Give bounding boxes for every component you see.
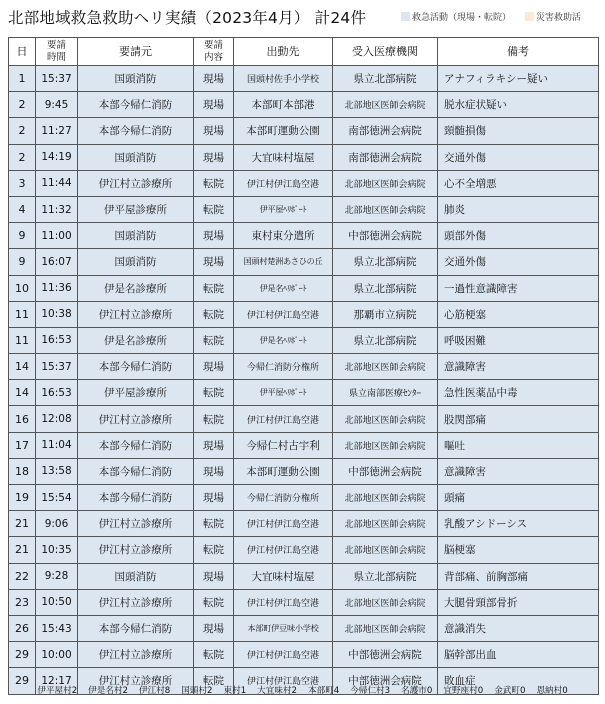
cell-day: 1	[9, 66, 36, 92]
header-hospital: 受入医療機関	[333, 38, 438, 66]
cell-hospital: 中部徳洲会病院	[333, 668, 438, 694]
cell-destination: 今帰仁村古宇利	[234, 432, 333, 458]
table-row	[9, 301, 599, 327]
cell-requester: 国頭消防	[78, 223, 194, 249]
cell-requester: 伊江村立診療所	[78, 406, 194, 432]
table-row	[9, 327, 599, 353]
header-destination: 出動先	[234, 38, 333, 66]
cell-notes: 急性医薬品中毒	[438, 380, 599, 406]
cell-day: 10	[9, 275, 36, 301]
cell-requester: 本部今帰仁消防	[78, 118, 194, 144]
cell-day: 4	[9, 196, 36, 222]
table-row	[9, 563, 599, 589]
cell-hospital: 北部地区医師会病院	[333, 170, 438, 196]
cell-requester: 本部今帰仁消防	[78, 458, 194, 484]
cell-content: 転院	[194, 406, 234, 432]
cell-day: 19	[9, 485, 36, 511]
cell-destination: 東村東分遣所	[234, 223, 333, 249]
table-row	[9, 223, 599, 249]
municipality-count: 名護市0	[401, 686, 433, 696]
cell-notes: 一過性意識障害	[438, 275, 599, 301]
cell-destination: 今帰仁消防分権所	[234, 485, 333, 511]
cell-notes: 嘔吐	[438, 432, 599, 458]
cell-notes: 背部痛、前胸部痛	[438, 563, 599, 589]
cell-day: 3	[9, 170, 36, 196]
cell-destination: 今帰仁消防分権所	[234, 354, 333, 380]
cell-day: 11	[9, 301, 36, 327]
cell-content: 転院	[194, 537, 234, 563]
header-requester: 要請元	[78, 38, 194, 66]
table-row	[9, 275, 599, 301]
cell-requester: 国頭消防	[78, 249, 194, 275]
cell-day: 9	[9, 223, 36, 249]
cell-notes: 股関部痛	[438, 406, 599, 432]
cell-requester: 伊是名診療所	[78, 327, 194, 353]
cell-notes: 意識消失	[438, 615, 599, 641]
cell-requester: 伊江村立診療所	[78, 642, 194, 668]
cell-notes: 交通外傷	[438, 249, 599, 275]
cell-destination: 大宜味村塩屋	[234, 144, 333, 170]
cell-destination: 国頭村佐手小学校	[234, 66, 333, 92]
cell-requester: 伊江村立診療所	[78, 668, 194, 694]
cell-content: 現場	[194, 66, 234, 92]
cell-notes: 乳酸アシドーシス	[438, 511, 599, 537]
header-notes: 備考	[438, 38, 599, 66]
cell-destination: 伊江村伊江島空港	[234, 511, 333, 537]
cell-destination: 本部町伊豆味小学校	[234, 615, 333, 641]
header-content	[194, 38, 234, 66]
cell-hospital: 那覇市立病院	[333, 301, 438, 327]
cell-destination: 伊是名ﾍﾘﾎﾟｰﾄ	[234, 275, 333, 301]
header-day: 日	[9, 38, 36, 66]
table-row	[9, 354, 599, 380]
cell-requester: 本部今帰仁消防	[78, 615, 194, 641]
cell-hospital: 北部地区医師会病院	[333, 537, 438, 563]
cell-day: 11	[9, 327, 36, 353]
municipality-count: 恩納村0	[536, 686, 568, 696]
cell-hospital: 北部地区医師会病院	[333, 511, 438, 537]
cell-notes: 意識障害	[438, 458, 599, 484]
table-row	[9, 485, 599, 511]
cell-day: 18	[9, 458, 36, 484]
cell-time: 16:53	[36, 380, 78, 406]
cell-destination: 伊江村伊江島空港	[234, 170, 333, 196]
cell-hospital: 北部地区医師会病院	[333, 432, 438, 458]
cell-notes: 大腿骨頸部骨折	[438, 589, 599, 615]
cell-content: 転院	[194, 668, 234, 694]
cell-content: 転院	[194, 301, 234, 327]
municipality-count: 伊平屋村2	[37, 686, 78, 696]
cell-content: 現場	[194, 92, 234, 118]
table-row	[9, 511, 599, 537]
legend-swatch-blue	[401, 12, 410, 21]
cell-notes: 脳幹部出血	[438, 642, 599, 668]
cell-content: 現場	[194, 432, 234, 458]
cell-day: 16	[9, 406, 36, 432]
municipality-count: 今帰仁村3	[350, 686, 391, 696]
cell-destination: 伊江村伊江島空港	[234, 406, 333, 432]
cell-time: 10:35	[36, 537, 78, 563]
cell-requester: 本部今帰仁消防	[78, 432, 194, 458]
cell-notes: 交通外傷	[438, 144, 599, 170]
page-title: 北部地域救急救助ヘリ実績（2023年4月） 計24件	[8, 9, 367, 27]
table-row	[9, 196, 599, 222]
cell-day: 26	[9, 615, 36, 641]
cell-notes: 肺炎	[438, 196, 599, 222]
cell-hospital: 南部徳洲会病院	[333, 118, 438, 144]
municipality-counts	[0, 684, 605, 696]
cell-notes: 頭痛	[438, 485, 599, 511]
cell-destination: 伊是名ﾍﾘﾎﾟｰﾄ	[234, 327, 333, 353]
cell-time: 10:00	[36, 642, 78, 668]
cell-time: 14:19	[36, 144, 78, 170]
cell-time: 13:58	[36, 458, 78, 484]
cell-notes: 脱水症状疑い	[438, 92, 599, 118]
municipality-count: 伊是名村2	[88, 686, 128, 696]
legend-item-emergency	[401, 10, 511, 23]
cell-content: 転院	[194, 275, 234, 301]
cell-hospital: 県立北部病院	[333, 327, 438, 353]
cell-content: 現場	[194, 144, 234, 170]
table-row	[9, 144, 599, 170]
cell-notes: アナフィラキシー疑い	[438, 66, 599, 92]
cell-day: 9	[9, 249, 36, 275]
cell-content: 現場	[194, 615, 234, 641]
cell-hospital: 中部徳洲会病院	[333, 458, 438, 484]
cell-day: 14	[9, 380, 36, 406]
municipality-count: 国頭村2	[181, 686, 213, 696]
cell-notes: 心筋梗塞	[438, 301, 599, 327]
cell-content: 転院	[194, 589, 234, 615]
cell-requester: 伊江村立診療所	[78, 301, 194, 327]
cell-destination: 伊江村伊江島空港	[234, 642, 333, 668]
table-row	[9, 432, 599, 458]
cell-content: 現場	[194, 118, 234, 144]
cell-destination: 伊江村伊江島空港	[234, 589, 333, 615]
table-row	[9, 118, 599, 144]
cell-time: 15:37	[36, 354, 78, 380]
municipality-count: 伊江村8	[139, 686, 171, 696]
cell-day: 21	[9, 511, 36, 537]
cell-requester: 伊江村立診療所	[78, 589, 194, 615]
table-row	[9, 170, 599, 196]
cell-requester: 伊平屋診療所	[78, 380, 194, 406]
cell-time: 11:32	[36, 196, 78, 222]
cell-day: 2	[9, 144, 36, 170]
cell-day: 2	[9, 92, 36, 118]
cell-requester: 伊江村立診療所	[78, 170, 194, 196]
cell-content: 現場	[194, 354, 234, 380]
cell-time: 16:53	[36, 327, 78, 353]
cell-time: 11:36	[36, 275, 78, 301]
cell-hospital: 県立南部医療ｾﾝﾀｰ	[333, 380, 438, 406]
cell-hospital: 北部地区医師会病院	[333, 589, 438, 615]
legend-label: 災害救助活	[536, 13, 582, 23]
cell-content: 現場	[194, 458, 234, 484]
table-row	[9, 380, 599, 406]
cell-destination: 伊平屋ﾍﾘﾎﾟｰﾄ	[234, 196, 333, 222]
cell-day: 29	[9, 668, 36, 694]
table-row	[9, 537, 599, 563]
legend-label: 救急活動（現場・転院）	[412, 13, 512, 23]
cell-hospital: 北部地区医師会病院	[333, 615, 438, 641]
cell-requester: 伊是名診療所	[78, 275, 194, 301]
cell-time: 11:44	[36, 170, 78, 196]
cell-content: 現場	[194, 249, 234, 275]
cell-hospital: 中部徳洲会病院	[333, 223, 438, 249]
cell-requester: 国頭消防	[78, 66, 194, 92]
cell-time: 9:45	[36, 92, 78, 118]
cell-day: 29	[9, 642, 36, 668]
cell-content: 現場	[194, 223, 234, 249]
table-header-row	[9, 38, 599, 66]
cell-notes: 脳梗塞	[438, 537, 599, 563]
cell-time: 10:38	[36, 301, 78, 327]
cell-day: 23	[9, 589, 36, 615]
cell-hospital: 北部地区医師会病院	[333, 485, 438, 511]
table-row	[9, 642, 599, 668]
cell-destination: 伊江村伊江島空港	[234, 301, 333, 327]
cell-requester: 本部今帰仁消防	[78, 485, 194, 511]
cell-content: 転院	[194, 642, 234, 668]
cell-hospital: 中部徳洲会病院	[333, 642, 438, 668]
municipality-count: 東村1	[223, 686, 247, 696]
dispatch-table	[8, 37, 599, 695]
cell-time: 9:28	[36, 563, 78, 589]
cell-destination: 大宜味村塩屋	[234, 563, 333, 589]
cell-time: 12:08	[36, 406, 78, 432]
cell-hospital: 北部地区医師会病院	[333, 354, 438, 380]
cell-time: 10:50	[36, 589, 78, 615]
table-row	[9, 92, 599, 118]
cell-time: 16:07	[36, 249, 78, 275]
cell-destination: 伊平屋ﾍﾘﾎﾟｰﾄ	[234, 380, 333, 406]
table-row	[9, 249, 599, 275]
header-time-text: 要請 時間	[46, 39, 66, 63]
cell-destination: 国頭村楚洲あさひの丘	[234, 249, 333, 275]
municipality-count: 大宜味村2	[257, 686, 297, 696]
cell-hospital: 北部地区医師会病院	[333, 406, 438, 432]
cell-content: 転院	[194, 170, 234, 196]
cell-destination: 伊江村伊江島空港	[234, 537, 333, 563]
cell-destination: 本部町運動公園	[234, 118, 333, 144]
municipality-count: 宜野座村0	[443, 686, 484, 696]
cell-requester: 本部今帰仁消防	[78, 92, 194, 118]
municipality-count: 本部町4	[308, 686, 340, 696]
table-row	[9, 589, 599, 615]
header-content-text: 要請 内容	[203, 39, 223, 63]
cell-time: 11:04	[36, 432, 78, 458]
cell-requester: 国頭消防	[78, 144, 194, 170]
cell-day: 14	[9, 354, 36, 380]
table-row	[9, 66, 599, 92]
cell-notes: 意識障害	[438, 354, 599, 380]
cell-content: 現場	[194, 485, 234, 511]
cell-time: 15:43	[36, 615, 78, 641]
cell-day: 22	[9, 563, 36, 589]
cell-notes: 心不全増悪	[438, 170, 599, 196]
legend-swatch-orange	[525, 12, 534, 21]
table-row	[9, 406, 599, 432]
cell-requester: 本部今帰仁消防	[78, 354, 194, 380]
cell-time: 11:27	[36, 118, 78, 144]
cell-day: 17	[9, 432, 36, 458]
cell-hospital: 県立北部病院	[333, 249, 438, 275]
table-row	[9, 615, 599, 641]
cell-requester: 伊平屋診療所	[78, 196, 194, 222]
cell-requester: 伊江村立診療所	[78, 511, 194, 537]
cell-notes: 頭部外傷	[438, 223, 599, 249]
cell-time: 9:06	[36, 511, 78, 537]
cell-content: 転院	[194, 196, 234, 222]
cell-content: 転院	[194, 511, 234, 537]
cell-notes: 呼吸困難	[438, 327, 599, 353]
municipality-count: 金武町0	[494, 686, 526, 696]
cell-hospital: 北部地区医師会病院	[333, 92, 438, 118]
cell-time: 12:17	[36, 668, 78, 694]
cell-hospital: 北部地区医師会病院	[333, 196, 438, 222]
cell-time: 11:00	[36, 223, 78, 249]
table-row	[9, 458, 599, 484]
cell-hospital: 南部徳洲会病院	[333, 144, 438, 170]
cell-day: 21	[9, 537, 36, 563]
cell-destination: 伊江村伊江島空港	[234, 668, 333, 694]
cell-content: 現場	[194, 563, 234, 589]
cell-content: 転院	[194, 327, 234, 353]
cell-notes: 頸髄損傷	[438, 118, 599, 144]
cell-hospital: 県立北部病院	[333, 563, 438, 589]
cell-requester: 国頭消防	[78, 563, 194, 589]
cell-requester: 伊江村立診療所	[78, 537, 194, 563]
cell-hospital: 県立北部病院	[333, 66, 438, 92]
cell-destination: 本部町運動公園	[234, 458, 333, 484]
header-time	[36, 38, 78, 66]
cell-destination: 本部町本部港	[234, 92, 333, 118]
cell-time: 15:54	[36, 485, 78, 511]
cell-time: 15:37	[36, 66, 78, 92]
legend-item-disaster	[525, 10, 581, 23]
cell-notes: 敗血症	[438, 668, 599, 694]
cell-day: 2	[9, 118, 36, 144]
cell-content: 転院	[194, 380, 234, 406]
cell-hospital: 県立北部病院	[333, 275, 438, 301]
